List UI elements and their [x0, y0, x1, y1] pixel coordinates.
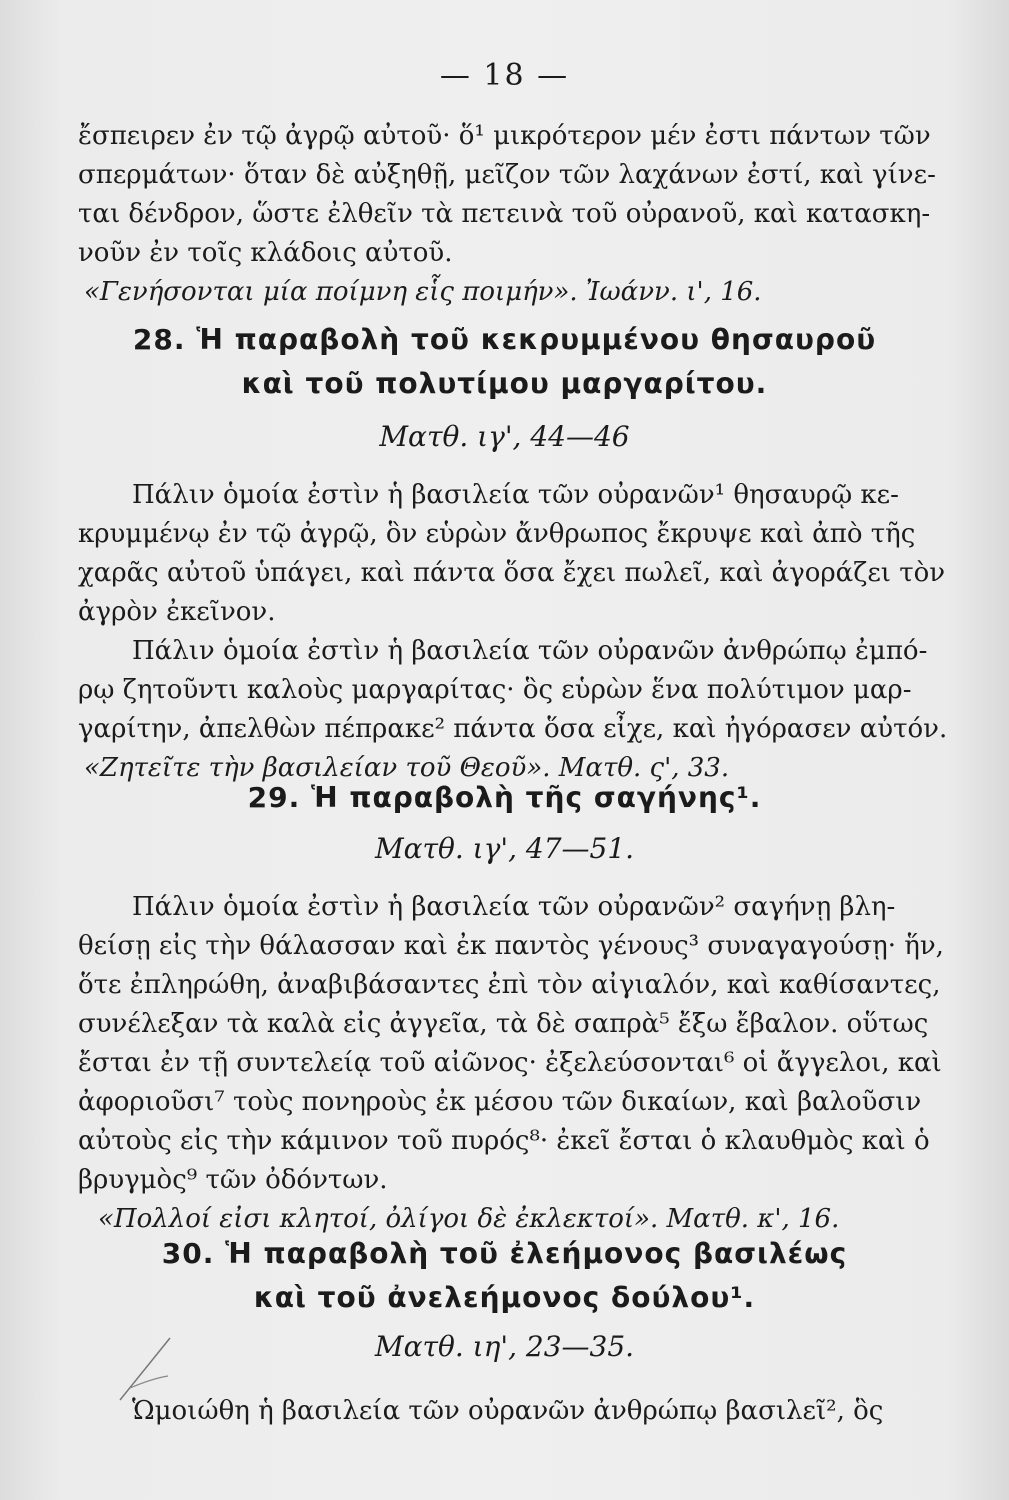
page-number: — 18 — — [439, 58, 570, 93]
section-30-reference: Ματθ. ιη', 23—35. — [374, 1330, 635, 1363]
text-line: ται δένδρον, ὥστε ἐλθεῖν τὰ πετεινὰ τοῦ οὐρανοῦ, καὶ κατασκη- — [78, 199, 931, 229]
text-line: νοῦν ἐν τοῖς κλάδοις αὐτοῦ. — [78, 238, 453, 268]
text-line: ἔσται ἐν τῇ συντελείᾳ τοῦ αἰῶνος· ἐξελεύσονται⁶ οἱ ἄγγελοι, καὶ — [78, 1048, 942, 1078]
scripture-quote: «Ζητεῖτε τὴν βασιλείαν τοῦ Θεοῦ». Ματθ. ς', 33. — [84, 753, 730, 783]
text-line: ὅτε ἐπληρώθη, ἀναβιβάσαντες ἐπὶ τὸν αἰγιαλόν, καὶ καθίσαντες, — [78, 970, 941, 1000]
text-line: Πάλιν ὁμοία ἐστὶν ἡ βασιλεία τῶν οὐρανῶν² σαγήνῃ βλη- — [132, 892, 896, 922]
pencil-mark-icon — [110, 1330, 180, 1410]
section-title-line: καὶ τοῦ ἀνελεήμονος δούλου¹. — [253, 1281, 756, 1314]
scripture-quote: «Γενήσονται μία ποίμνη εἷς ποιμήν». Ἰωάνν. ι', 16. — [84, 277, 762, 307]
section-title-line: καὶ τοῦ πολυτίμου μαργαρίτου. — [241, 367, 768, 400]
section-30-title — [0, 1232, 1009, 1320]
text-line: Πάλιν ὁμοία ἐστὶν ἡ βασιλεία τῶν οὐρανῶν ἀνθρώπῳ ἐμπό- — [132, 636, 928, 666]
text-line: βρυγμὸς⁹ τῶν ὀδόντων. — [78, 1165, 388, 1195]
section-29-title: 29. Ἡ παραβολὴ τῆς σαγήνης¹. — [247, 781, 762, 814]
section-29-body — [78, 888, 944, 1239]
text-line: χαρᾶς αὐτοῦ ὑπάγει, καὶ πάντα ὅσα ἔχει πωλεῖ, καὶ ἀγοράζει τὸν — [78, 558, 946, 588]
text-line: ἔσπειρεν ἐν τῷ ἀγρῷ αὐτοῦ· ὅ¹ μικρότερον μέν ἐστι πάντων τῶν — [78, 121, 931, 151]
opening-paragraph — [78, 117, 938, 312]
text-line: γαρίτην, ἀπελθὼν πέπρακε² πάντα ὅσα εἶχε, καὶ ἠγόρασεν αὐτόν. — [78, 714, 948, 744]
section-title-line: 30. Ἡ παραβολὴ τοῦ ἐλεήμονος βασιλέως — [161, 1237, 848, 1270]
text-line: Ὡμοιώθη ἡ βασιλεία τῶν οὐρανῶν ἀνθρώπῳ βασιλεῖ², ὃς — [132, 1396, 884, 1426]
text-line: κρυμμένῳ ἐν τῷ ἀγρῷ, ὃν εὑρὼν ἄνθρωπος ἔκρυψε καὶ ἀπὸ τῆς — [78, 519, 916, 549]
text-line: Πάλιν ὁμοία ἐστὶν ἡ βασιλεία τῶν οὐρανῶν¹ θησαυρῷ κε- — [132, 480, 899, 510]
section-28-body — [78, 476, 948, 788]
section-title-line: 28. Ἡ παραβολὴ τοῦ κεκρυμμένου θησαυροῦ — [132, 323, 877, 356]
text-line: ἀγρὸν ἐκεῖνον. — [78, 597, 276, 627]
text-line: ἀφοριοῦσι⁷ τοὺς πονηροὺς ἐκ μέσου τῶν δικαίων, καὶ βαλοῦσιν — [78, 1087, 922, 1117]
text-line: σπερμάτων· ὅταν δὲ αὐξηθῇ, μεῖζον τῶν λαχάνων ἐστί, καὶ γίνε- — [78, 160, 936, 190]
scripture-quote: «Πολλοί εἰσι κλητοί, ὀλίγοι δὲ ἐκλεκτοί». Ματθ. κ', 16. — [98, 1204, 840, 1234]
text-line: αὐτοὺς εἰς τὴν κάμινον τοῦ πυρός⁸· ἐκεῖ ἔσται ὁ κλαυθμὸς καὶ ὁ — [78, 1126, 930, 1156]
text-line: θείσῃ εἰς τὴν θάλασσαν καὶ ἐκ παντὸς γένους³ συναγαγούσῃ· ἥν, — [78, 931, 944, 961]
section-28-reference: Ματθ. ιγ', 44—46 — [379, 420, 630, 453]
text-line: συνέλεξαν τὰ καλὰ εἰς ἀγγεῖα, τὰ δὲ σαπρὰ⁵ ἔξω ἔβαλον. οὕτως — [78, 1009, 929, 1039]
section-30-body — [78, 1392, 938, 1431]
text-line: ρῳ ζητοῦντι καλοὺς μαργαρίτας· ὃς εὑρὼν ἕνα πολύτιμον μαρ- — [78, 675, 912, 705]
section-29-reference: Ματθ. ιγ', 47—51. — [374, 832, 635, 865]
section-28-title — [0, 318, 1009, 406]
